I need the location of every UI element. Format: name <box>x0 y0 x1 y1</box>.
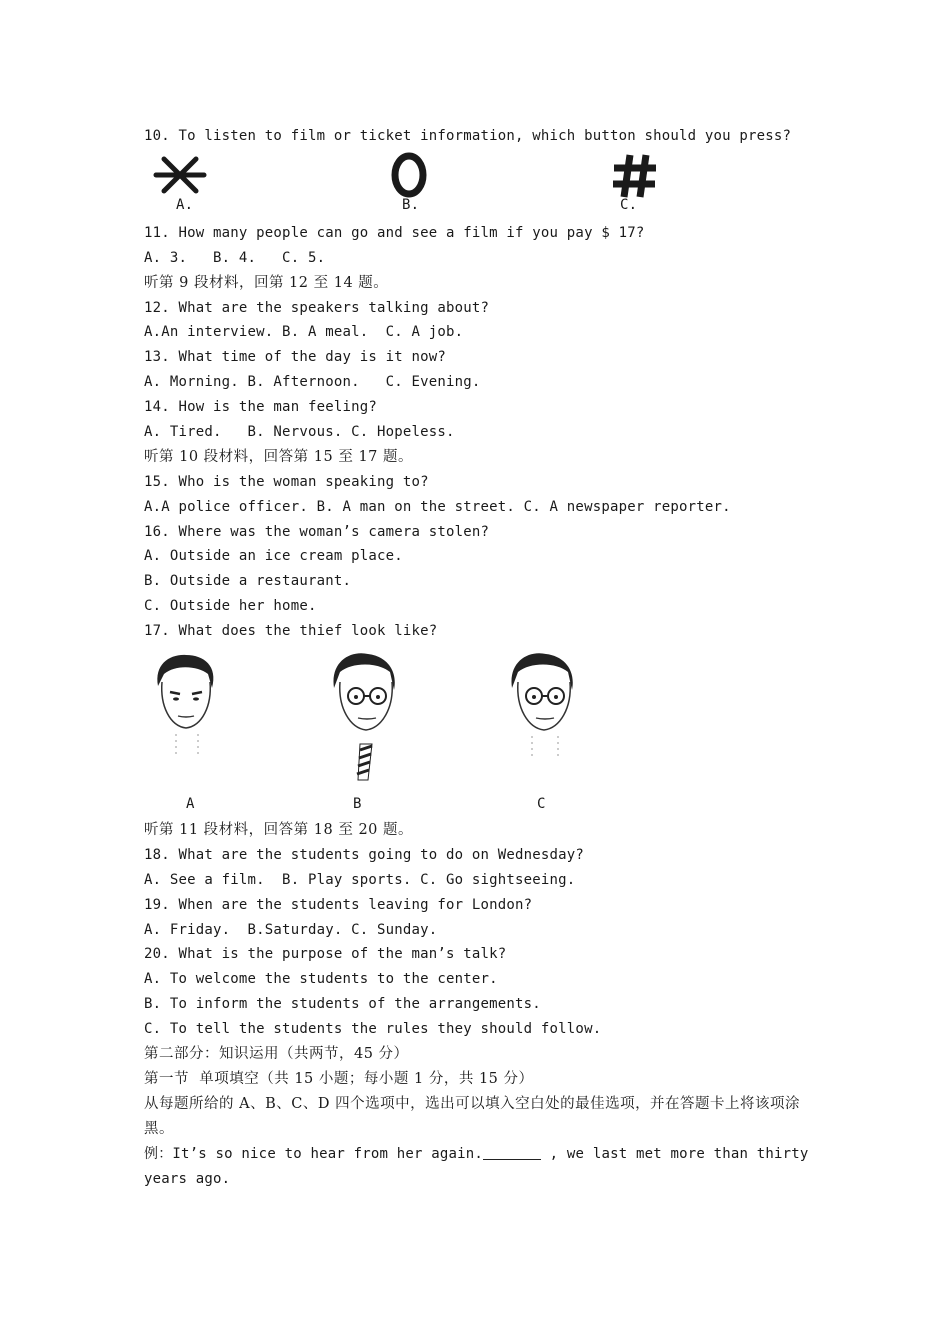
face-glasses-tie-illustration <box>328 652 402 782</box>
q16-option-b: B. Outside a restaurant. <box>144 573 352 590</box>
q15-text: 15. Who is the woman speaking to? <box>144 473 429 490</box>
q10-text: 10. To listen to film or ticket information, which button should you press? <box>144 128 792 144</box>
q20-option-a: A. To welcome the students to the center. <box>144 971 498 988</box>
section-1-heading: 第一节 单项填空（共 15 小题；每小题 1 分，共 15 分） <box>144 1070 534 1087</box>
q19-text: 19. When are the students leaving for London? <box>144 896 533 913</box>
zero-button-icon <box>388 151 430 199</box>
section-10-heading: 听第 10 段材料，回答第 15 至 17 题。 <box>144 448 414 465</box>
q17-option-a: A <box>186 796 195 813</box>
q11-text: 11. How many people can go and see a film if you pay $ 17? <box>144 224 645 241</box>
q17-text: 17. What does the thief look like? <box>144 623 438 640</box>
instructions-text: 从每题所给的 A、B、C、D 四个选项中，选出可以填入空白处的最佳选项，并在答题卡上将该项涂黑。 <box>144 1095 801 1137</box>
q16-text: 16. Where was the woman’s camera stolen? <box>144 523 490 540</box>
answer-blank <box>483 1145 541 1160</box>
q18-options: A. See a film. B. Play sports. C. Go sightseeing. <box>144 871 576 888</box>
q12-text: 12. What are the speakers talking about? <box>144 299 490 316</box>
asterisk-button-icon <box>152 153 208 197</box>
q13-options: A. Morning. B. Afternoon. C. Evening. <box>144 374 481 391</box>
q20-option-c: C. To tell the students the rules they should follow. <box>144 1021 602 1038</box>
q17-face-options <box>144 644 814 818</box>
q10-option-a: A. <box>176 196 194 213</box>
section-9-heading: 听第 9 段材料，回第 12 至 14 题。 <box>144 274 389 291</box>
q19-options: A. Friday. B.Saturday. C. Sunday. <box>144 921 438 938</box>
q13-text: 13. What time of the day is it now? <box>144 349 447 366</box>
q16-option-c: C. Outside her home. <box>144 598 317 615</box>
q12-options: A.An interview. B. A meal. C. A job. <box>144 324 464 341</box>
q17-option-b: B <box>353 796 362 813</box>
q10-button-options <box>144 149 814 221</box>
example-sentence <box>144 1142 814 1192</box>
q17-option-c: C <box>537 796 546 813</box>
face-no-glasses-illustration <box>148 652 222 762</box>
exam-page <box>144 124 814 1192</box>
q16-option-a: A. Outside an ice cream place. <box>144 548 403 565</box>
q14-text: 14. How is the man feeling? <box>144 399 377 416</box>
example-after-blank: , we last met more than thirty years ago. <box>144 1145 809 1187</box>
q10-option-c: C. <box>620 196 638 213</box>
q11-options: A. 3. B. 4. C. 5. <box>144 249 326 266</box>
example-before-blank: 例：It’s so nice to hear from her again. <box>144 1145 484 1162</box>
q10-option-b: B. <box>402 196 420 213</box>
part-2-heading: 第二部分：知识运用（共两节，45 分） <box>144 1046 409 1063</box>
q20-text: 20. What is the purpose of the man’s talk? <box>144 946 507 963</box>
face-glasses-illustration <box>506 652 580 762</box>
q20-option-b: B. To inform the students of the arrangements. <box>144 996 541 1013</box>
q14-options: A. Tired. B. Nervous. C. Hopeless. <box>144 424 455 441</box>
q15-options: A.A police officer. B. A man on the street. C. A newspaper reporter. <box>144 498 731 515</box>
q18-text: 18. What are the students going to do on Wednesday? <box>144 846 585 863</box>
section-11-heading: 听第 11 段材料，回答第 18 至 20 题。 <box>144 822 414 839</box>
